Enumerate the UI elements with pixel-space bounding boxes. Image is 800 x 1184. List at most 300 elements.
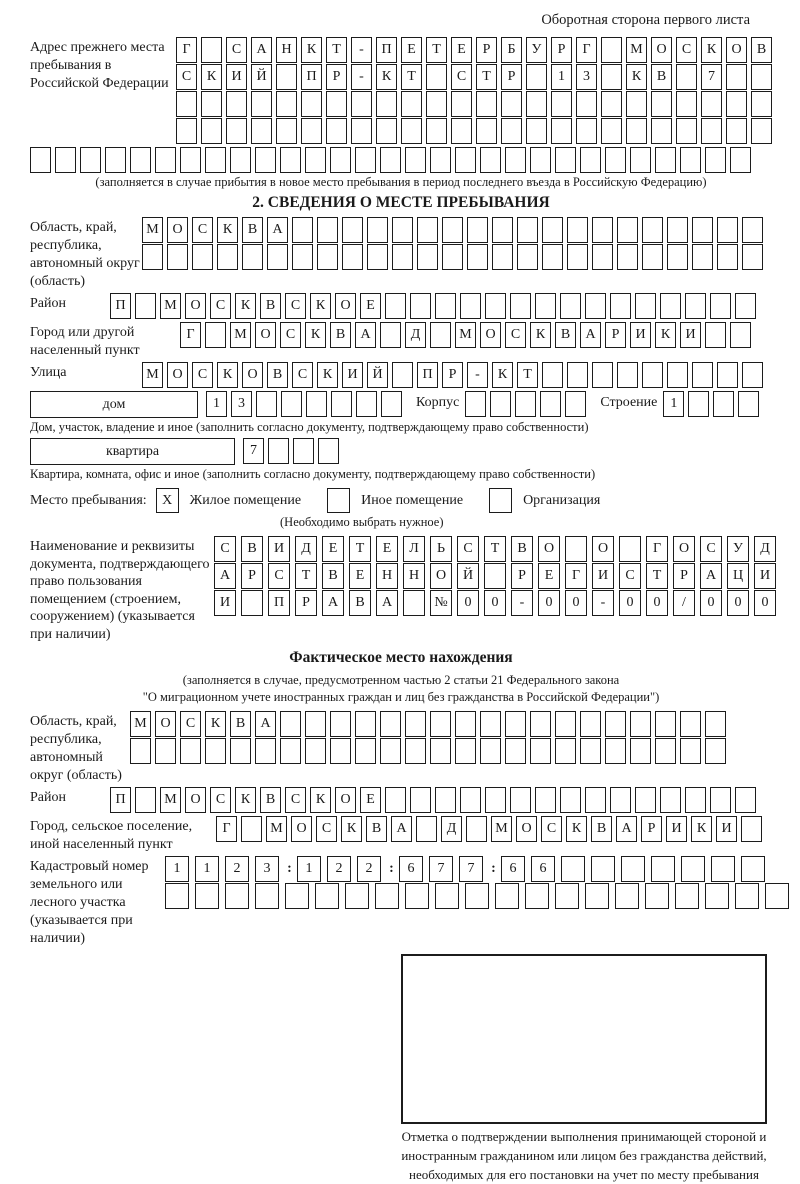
char-cell[interactable]: В [230,711,251,737]
char-cell[interactable] [342,217,363,243]
char-cell[interactable]: К [310,787,331,813]
char-cell[interactable] [460,787,481,813]
char-cell[interactable] [230,738,251,764]
char-cell[interactable] [280,147,301,173]
char-cell[interactable] [268,438,289,464]
char-cell[interactable] [176,91,197,117]
char-cell[interactable] [176,118,197,144]
char-cell[interactable] [660,293,681,319]
char-cell[interactable] [655,711,676,737]
char-cell[interactable] [726,118,747,144]
char-cell[interactable] [542,244,563,270]
char-cell[interactable] [530,147,551,173]
char-cell[interactable]: Д [405,322,426,348]
char-cell[interactable] [105,147,126,173]
char-cell[interactable]: О [651,37,672,63]
char-cell[interactable]: Г [576,37,597,63]
char-cell[interactable]: В [751,37,772,63]
char-cell[interactable]: К [201,64,222,90]
char-cell[interactable] [605,147,626,173]
char-cell[interactable] [626,118,647,144]
char-cell[interactable] [403,590,425,616]
char-cell[interactable]: П [110,293,131,319]
char-cell[interactable]: П [268,590,290,616]
char-cell[interactable]: Й [457,563,479,589]
char-cell[interactable]: - [511,590,533,616]
char-cell[interactable] [726,64,747,90]
char-cell[interactable] [180,738,201,764]
char-cell[interactable] [318,438,339,464]
char-cell[interactable]: О [335,293,356,319]
char-cell[interactable]: 0 [727,590,749,616]
char-cell[interactable] [135,787,156,813]
char-cell[interactable]: И [342,362,363,388]
char-cell[interactable]: С [316,816,337,842]
char-cell[interactable] [626,91,647,117]
char-cell[interactable]: № [430,590,452,616]
char-cell[interactable]: К [305,322,326,348]
char-cell[interactable]: Г [180,322,201,348]
char-cell[interactable] [330,738,351,764]
char-cell[interactable] [255,147,276,173]
char-cell[interactable] [705,738,726,764]
char-cell[interactable]: К [317,362,338,388]
char-cell[interactable] [485,293,506,319]
char-cell[interactable] [610,293,631,319]
char-cell[interactable] [676,91,697,117]
char-cell[interactable] [567,217,588,243]
char-cell[interactable] [331,391,352,417]
char-cell[interactable] [241,816,262,842]
char-cell[interactable] [617,244,638,270]
char-cell[interactable] [730,147,751,173]
char-cell[interactable] [651,91,672,117]
char-cell[interactable]: Е [360,787,381,813]
char-cell[interactable]: 0 [646,590,668,616]
char-cell[interactable] [567,244,588,270]
char-cell[interactable]: Р [442,362,463,388]
char-cell[interactable] [442,244,463,270]
char-cell[interactable] [426,64,447,90]
char-cell[interactable] [751,91,772,117]
char-cell[interactable]: О [538,536,560,562]
char-cell[interactable] [676,118,697,144]
char-cell[interactable] [142,244,163,270]
char-cell[interactable]: Й [251,64,272,90]
char-cell[interactable] [293,438,314,464]
char-cell[interactable]: 6 [501,856,525,882]
char-cell[interactable]: К [492,362,513,388]
char-cell[interactable] [726,91,747,117]
char-cell[interactable] [580,147,601,173]
char-cell[interactable]: 1 [165,856,189,882]
char-cell[interactable] [465,391,486,417]
char-cell[interactable] [317,244,338,270]
char-cell[interactable] [467,244,488,270]
char-cell[interactable] [741,816,762,842]
char-cell[interactable] [292,217,313,243]
char-cell[interactable]: Л [403,536,425,562]
char-cell[interactable]: О [167,217,188,243]
char-cell[interactable]: С [285,787,306,813]
char-cell[interactable] [405,883,429,909]
char-cell[interactable]: 0 [754,590,776,616]
char-cell[interactable] [676,64,697,90]
char-cell[interactable]: И [268,536,290,562]
char-cell[interactable]: Б [501,37,522,63]
char-cell[interactable] [466,816,487,842]
char-cell[interactable] [455,711,476,737]
char-cell[interactable]: С [292,362,313,388]
char-cell[interactable]: 1 [206,391,227,417]
char-cell[interactable] [267,244,288,270]
other-premises-checkbox[interactable] [327,488,350,513]
char-cell[interactable]: И [226,64,247,90]
char-cell[interactable] [675,883,699,909]
char-cell[interactable] [535,293,556,319]
char-cell[interactable]: С [676,37,697,63]
char-cell[interactable]: К [376,64,397,90]
char-cell[interactable] [510,293,531,319]
char-cell[interactable]: В [651,64,672,90]
char-cell[interactable] [205,147,226,173]
char-cell[interactable] [281,391,302,417]
char-cell[interactable] [751,64,772,90]
char-cell[interactable] [492,217,513,243]
char-cell[interactable] [381,391,402,417]
char-cell[interactable]: К [301,37,322,63]
char-cell[interactable]: Д [441,816,462,842]
char-cell[interactable] [167,244,188,270]
char-cell[interactable]: Р [511,563,533,589]
char-cell[interactable] [195,883,219,909]
char-cell[interactable] [651,856,675,882]
char-cell[interactable]: 7 [243,438,264,464]
char-cell[interactable] [435,883,459,909]
char-cell[interactable] [455,738,476,764]
char-cell[interactable] [280,738,301,764]
char-cell[interactable] [205,738,226,764]
char-cell[interactable] [495,883,519,909]
char-cell[interactable]: О [335,787,356,813]
char-cell[interactable] [501,118,522,144]
char-cell[interactable]: С [541,816,562,842]
char-cell[interactable] [681,856,705,882]
char-cell[interactable]: К [530,322,551,348]
char-cell[interactable]: 2 [327,856,351,882]
char-cell[interactable] [705,322,726,348]
char-cell[interactable] [617,217,638,243]
char-cell[interactable] [330,147,351,173]
char-cell[interactable]: С [176,64,197,90]
char-cell[interactable]: К [566,816,587,842]
char-cell[interactable]: О [430,563,452,589]
char-cell[interactable] [576,91,597,117]
char-cell[interactable] [225,883,249,909]
char-cell[interactable] [601,118,622,144]
char-cell[interactable] [645,883,669,909]
char-cell[interactable] [615,883,639,909]
char-cell[interactable] [510,787,531,813]
char-cell[interactable]: И [680,322,701,348]
char-cell[interactable]: С [192,362,213,388]
char-cell[interactable] [280,711,301,737]
char-cell[interactable]: М [160,787,181,813]
char-cell[interactable] [276,118,297,144]
char-cell[interactable] [367,217,388,243]
char-cell[interactable]: Е [401,37,422,63]
char-cell[interactable] [605,711,626,737]
char-cell[interactable] [735,787,756,813]
char-cell[interactable] [619,536,641,562]
char-cell[interactable]: В [330,322,351,348]
char-cell[interactable]: 3 [576,64,597,90]
char-cell[interactable] [710,787,731,813]
char-cell[interactable] [426,118,447,144]
char-cell[interactable]: Д [295,536,317,562]
char-cell[interactable] [292,244,313,270]
char-cell[interactable] [480,711,501,737]
char-cell[interactable] [130,147,151,173]
char-cell[interactable] [730,322,751,348]
char-cell[interactable] [735,883,759,909]
char-cell[interactable] [392,362,413,388]
char-cell[interactable]: А [376,590,398,616]
char-cell[interactable] [742,244,763,270]
char-cell[interactable] [605,738,626,764]
char-cell[interactable] [561,856,585,882]
char-cell[interactable]: К [626,64,647,90]
char-cell[interactable] [305,738,326,764]
char-cell[interactable]: - [467,362,488,388]
char-cell[interactable] [342,244,363,270]
char-cell[interactable] [326,91,347,117]
char-cell[interactable] [242,244,263,270]
char-cell[interactable] [476,91,497,117]
char-cell[interactable] [430,711,451,737]
char-cell[interactable] [276,64,297,90]
char-cell[interactable]: О [242,362,263,388]
char-cell[interactable]: В [242,217,263,243]
char-cell[interactable] [540,391,561,417]
char-cell[interactable]: Р [605,322,626,348]
char-cell[interactable] [667,362,688,388]
char-cell[interactable]: В [241,536,263,562]
char-cell[interactable]: 0 [700,590,722,616]
char-cell[interactable]: С [210,293,231,319]
char-cell[interactable] [551,91,572,117]
char-cell[interactable]: 6 [399,856,423,882]
char-cell[interactable]: И [754,563,776,589]
char-cell[interactable] [692,244,713,270]
char-cell[interactable] [135,293,156,319]
char-cell[interactable]: С [180,711,201,737]
char-cell[interactable] [685,293,706,319]
char-cell[interactable] [356,391,377,417]
char-cell[interactable] [410,787,431,813]
char-cell[interactable]: М [160,293,181,319]
char-cell[interactable] [380,711,401,737]
char-cell[interactable] [201,91,222,117]
char-cell[interactable] [585,293,606,319]
char-cell[interactable] [735,293,756,319]
char-cell[interactable]: Г [216,816,237,842]
char-cell[interactable] [351,118,372,144]
char-cell[interactable]: О [516,816,537,842]
char-cell[interactable]: И [592,563,614,589]
char-cell[interactable]: И [630,322,651,348]
char-cell[interactable]: К [655,322,676,348]
char-cell[interactable]: 3 [231,391,252,417]
char-cell[interactable]: У [526,37,547,63]
char-cell[interactable] [576,118,597,144]
char-cell[interactable] [517,217,538,243]
char-cell[interactable]: К [205,711,226,737]
char-cell[interactable] [710,293,731,319]
char-cell[interactable] [501,91,522,117]
char-cell[interactable]: В [555,322,576,348]
char-cell[interactable]: К [217,217,238,243]
char-cell[interactable]: Н [276,37,297,63]
char-cell[interactable] [467,217,488,243]
char-cell[interactable]: 1 [551,64,572,90]
char-cell[interactable]: С [268,563,290,589]
char-cell[interactable] [565,536,587,562]
char-cell[interactable] [255,738,276,764]
char-cell[interactable]: Д [754,536,776,562]
char-cell[interactable] [526,118,547,144]
char-cell[interactable]: С [210,787,231,813]
char-cell[interactable] [355,738,376,764]
char-cell[interactable] [345,883,369,909]
char-cell[interactable] [717,217,738,243]
char-cell[interactable] [355,147,376,173]
char-cell[interactable] [555,883,579,909]
char-cell[interactable] [560,787,581,813]
char-cell[interactable] [526,64,547,90]
char-cell[interactable] [711,856,735,882]
char-cell[interactable] [551,118,572,144]
char-cell[interactable] [680,738,701,764]
char-cell[interactable]: А [391,816,412,842]
char-cell[interactable]: 0 [538,590,560,616]
char-cell[interactable] [713,391,734,417]
char-cell[interactable] [701,91,722,117]
char-cell[interactable]: Р [501,64,522,90]
char-cell[interactable] [667,244,688,270]
char-cell[interactable] [367,244,388,270]
char-cell[interactable]: С [457,536,479,562]
char-cell[interactable] [742,362,763,388]
char-cell[interactable] [738,391,759,417]
char-cell[interactable] [306,391,327,417]
char-cell[interactable] [256,391,277,417]
char-cell[interactable] [585,883,609,909]
char-cell[interactable] [305,147,326,173]
char-cell[interactable]: Т [476,64,497,90]
char-cell[interactable] [251,91,272,117]
char-cell[interactable]: П [417,362,438,388]
char-cell[interactable] [226,91,247,117]
char-cell[interactable] [555,147,576,173]
char-cell[interactable] [592,362,613,388]
char-cell[interactable] [655,147,676,173]
char-cell[interactable] [230,147,251,173]
char-cell[interactable]: Т [517,362,538,388]
char-cell[interactable]: М [266,816,287,842]
char-cell[interactable] [555,711,576,737]
char-cell[interactable]: К [217,362,238,388]
char-cell[interactable] [435,787,456,813]
char-cell[interactable]: - [351,64,372,90]
char-cell[interactable] [660,787,681,813]
char-cell[interactable] [601,37,622,63]
char-cell[interactable] [55,147,76,173]
char-cell[interactable]: Г [565,563,587,589]
char-cell[interactable] [426,91,447,117]
char-cell[interactable]: Р [295,590,317,616]
char-cell[interactable] [484,563,506,589]
char-cell[interactable]: О [255,322,276,348]
char-cell[interactable]: С [214,536,236,562]
char-cell[interactable] [505,711,526,737]
char-cell[interactable]: Е [349,563,371,589]
char-cell[interactable]: Т [326,37,347,63]
char-cell[interactable]: 7 [429,856,453,882]
char-cell[interactable] [680,711,701,737]
char-cell[interactable]: К [691,816,712,842]
char-cell[interactable] [505,738,526,764]
char-cell[interactable]: 1 [297,856,321,882]
char-cell[interactable] [410,293,431,319]
char-cell[interactable] [630,147,651,173]
char-cell[interactable]: О [185,293,206,319]
char-cell[interactable] [480,738,501,764]
char-cell[interactable]: 2 [357,856,381,882]
char-cell[interactable] [610,787,631,813]
char-cell[interactable] [192,244,213,270]
char-cell[interactable]: Г [646,536,668,562]
char-cell[interactable] [542,362,563,388]
char-cell[interactable]: Е [376,536,398,562]
char-cell[interactable]: Т [426,37,447,63]
char-cell[interactable] [416,816,437,842]
char-cell[interactable]: К [235,787,256,813]
char-cell[interactable] [742,217,763,243]
char-cell[interactable] [705,883,729,909]
char-cell[interactable] [442,217,463,243]
char-cell[interactable] [580,738,601,764]
char-cell[interactable] [165,883,189,909]
char-cell[interactable] [555,738,576,764]
char-cell[interactable]: Р [326,64,347,90]
char-cell[interactable] [535,787,556,813]
char-cell[interactable] [635,787,656,813]
char-cell[interactable] [751,118,772,144]
char-cell[interactable]: О [673,536,695,562]
char-cell[interactable] [567,362,588,388]
char-cell[interactable]: У [727,536,749,562]
char-cell[interactable] [692,362,713,388]
char-cell[interactable] [376,118,397,144]
char-cell[interactable]: Р [673,563,695,589]
char-cell[interactable] [376,91,397,117]
char-cell[interactable] [276,91,297,117]
char-cell[interactable]: / [673,590,695,616]
char-cell[interactable]: Г [176,37,197,63]
char-cell[interactable] [617,362,638,388]
char-cell[interactable]: 0 [619,590,641,616]
